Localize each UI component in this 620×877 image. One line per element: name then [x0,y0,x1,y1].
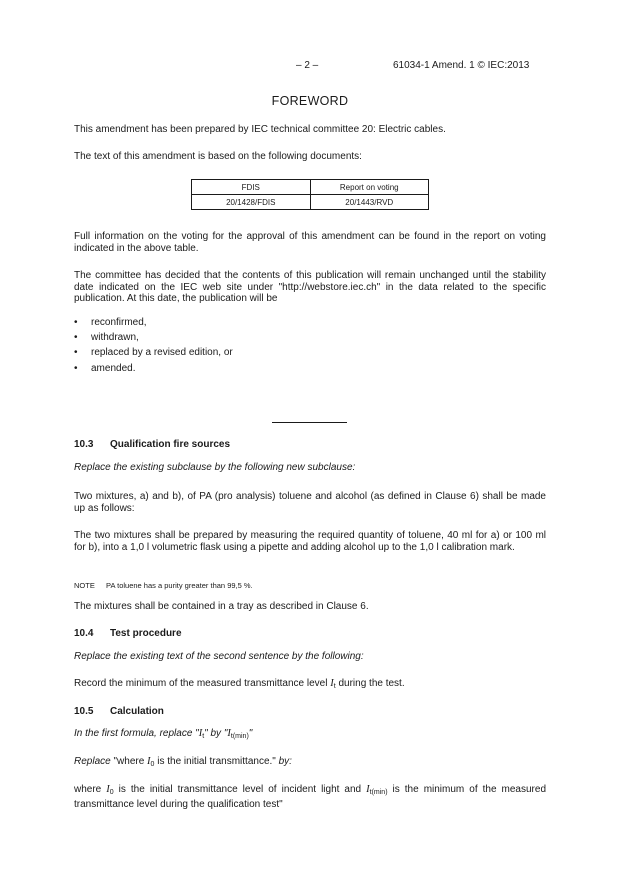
tray-paragraph: The mixtures shall be contained in a tray as described in Clause 6. [74,601,369,612]
note-text: PA toluene has a purity greater than 99,5 %. [106,581,253,590]
symbol-subscript: 0 [109,789,114,796]
text-run: is the initial transmittance level of incident light and [113,784,367,795]
publication-outcome-list [74,315,233,376]
bullet-mark: • [74,317,78,328]
section-title: Calculation [110,706,164,717]
text-run: is the initial transmittance." [154,756,279,767]
bullet-mark: • [74,362,78,374]
list-item-text: amended. [91,362,136,374]
where-definition-paragraph [74,784,546,810]
record-paragraph [74,678,546,693]
note [74,581,253,590]
section-number: 10.4 [74,628,94,639]
voting-table-row [192,195,429,210]
text-run: during the test. [335,678,405,689]
transmittance-symbol: I [227,728,231,739]
transmittance-symbol: I [366,784,370,795]
note-label: NOTE [74,581,95,590]
transmittance-symbol: I [330,678,334,689]
symbol-subscript: t(min) [230,733,249,740]
text-run: " by " [204,728,228,739]
transmittance-symbol: I [147,756,151,767]
text-run: is the minimum of the measured transmittance level during the qualification test" [74,784,547,810]
section-heading-10-4 [74,628,182,639]
list-item-text: reconfirmed, [91,317,147,328]
text-run: by: [278,756,292,767]
instruction-10-3: Replace the existing subclause by the following new subclause: [74,462,356,473]
voting-table-cell: 20/1428/FDIS [192,195,311,210]
section-title: Test procedure [110,628,182,639]
committee-paragraph: The committee has decided that the contents of this publication will remain unchanged until the stability date indicated on the IEC web site under "http://webstore.iec.ch" in the data related to the specific publication. At this date, the publication will be [74,270,546,305]
list-item [74,345,233,360]
transmittance-symbol: I [198,728,203,739]
list-item-text: replaced by a revised edition, or [91,347,233,359]
text-run: In the first formula, replace " [74,728,199,739]
symbol-subscript: 0 [150,761,155,768]
preparation-paragraph: The two mixtures shall be prepared by measuring the required quantity of toluene, 40 ml for a) or 100 ml for b), into a 1,0 l volumetric flask using a pipette and adding alcohol up to the 1,0 l calibration mark. [74,530,546,553]
symbol-subscript: t [202,733,205,740]
mixtures-paragraph: Two mixtures, a) and b), of PA (pro analysis) toluene and alcohol (as defined in Clause 6) shall be made up as follows: [74,491,546,514]
document-reference: 61034-1 Amend. 1 © IEC:2013 [393,60,530,71]
text-run: Replace [74,756,111,767]
full-information-paragraph: Full information on the voting for the approval of this amendment can be found in the report on voting indicated in the above table. [74,231,546,254]
transmittance-symbol: I [106,784,110,795]
text-run: " [248,728,253,739]
voting-table [191,179,429,210]
page-title: FOREWORD [271,94,349,108]
symbol-subscript: t(min) [369,789,388,796]
intro-prepared: This amendment has been prepared by IEC technical committee 20: Electric cables. [74,124,446,135]
instruction-replace-where [74,756,546,771]
voting-table-cell: 20/1443/RVD [310,195,429,210]
text-run: "where [110,756,148,767]
section-divider [272,422,347,423]
voting-table-header-row [192,180,429,195]
voting-table-header: Report on voting [310,180,429,195]
voting-table-header: FDIS [192,180,311,195]
list-item [74,330,233,345]
symbol-subscript: t [333,683,336,690]
text-run: Record the minimum of the measured transmittance level [74,678,331,689]
intro-based-on: The text of this amendment is based on the following documents: [74,151,362,162]
section-heading-10-5 [74,706,164,717]
list-item [74,361,233,376]
instruction-10-4: Replace the existing text of the second sentence by the following: [74,651,364,662]
section-title: Qualification fire sources [110,439,231,450]
bullet-mark: • [74,347,78,359]
section-heading-10-3 [74,439,230,450]
instruction-first-formula [74,728,546,743]
text-run: where [74,784,107,795]
page-number: – 2 – [296,60,319,71]
section-number: 10.5 [74,706,94,717]
bullet-mark: • [74,332,78,344]
list-item [74,315,233,330]
list-item-text: withdrawn, [91,332,139,344]
section-number: 10.3 [74,439,94,450]
